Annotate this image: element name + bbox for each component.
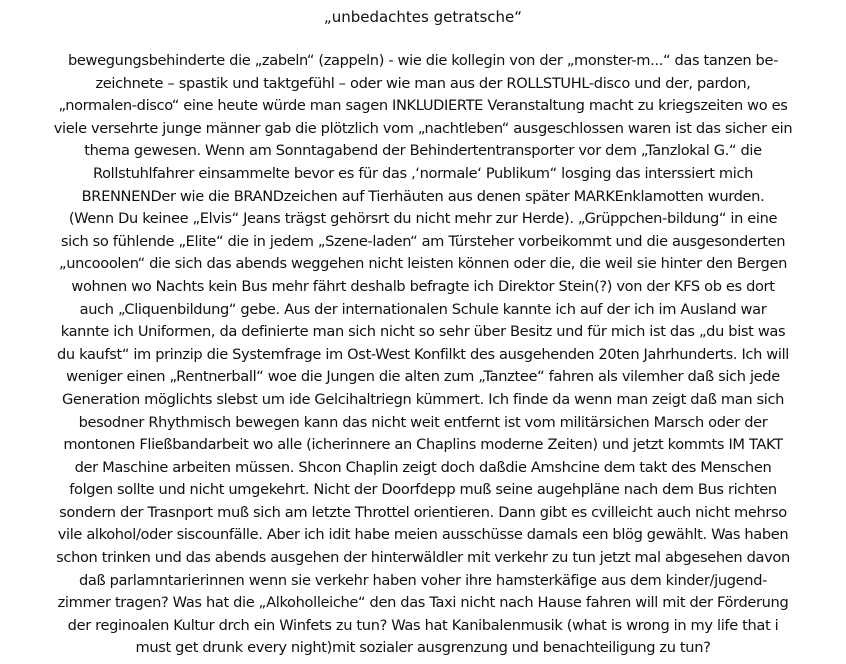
- text-line: BRENNENDer wie die BRANDzeichen auf Tierhäuten aus denen später MARKEnklamotten wurden.: [81, 187, 765, 205]
- text-line: Generation möglichts slebst um ide Gelcihaltriegn kümmert. Ich finde da wenn man zeigt daß man sich: [61, 390, 785, 408]
- text-line: zimmer tragen? Was hat die „Alkoholleiche“ den das Taxi nicht nach Hause fahren will mit der Förderung: [57, 594, 789, 612]
- text-line: sondern der Trasnport muß sich am letzte Throttel orientieren. Dann gibt es cvilleicht auch nicht mehrso: [59, 503, 787, 521]
- document-title: „unbedachtes getratsche“: [323, 8, 523, 26]
- text-line: daß parlamntarierinnen wenn sie verkehr haben voher ihre hamsterkäfige aus dem kinder/jugend-: [78, 571, 768, 589]
- text-line: besodner Rhythmisch bewegen kann das nicht weit entfernt ist vom militärsichen Marsch oder der: [78, 413, 768, 431]
- text-line: weniger einen „Rentnerball“ woe die Jungen die alten zum „Tanztee“ fahren als vilemher daß sich jede: [66, 368, 780, 386]
- text-line: vile alkohol/oder siscounfälle. Aber ich idit habe meien ausschüsse damals een blög gewählt. Was haben: [57, 526, 789, 544]
- text-line: schon trinken und das abends ausgehen der hinterwäldler mit verkehr zu tun jetzt mal abgesehen davon: [56, 549, 790, 567]
- text-line: viele versehrte junge männer gab die plötzlich vom „nachtleben“ ausgeschlossen waren ist das sicher ein: [53, 119, 793, 137]
- text-line: must get drunk every night)mit sozialer ausgrenzung und benachteiligung zu tun?: [135, 639, 711, 657]
- text-line: folgen sollte und nicht umgekehrt. Nicht der Doorfdepp muß seine augehpläne nach dem Bus richten: [69, 481, 777, 499]
- text-line: zeichnete – spastik und taktgefühl – oder wie man aus der ROLLSTUHL-disco und der, pardon,: [95, 74, 751, 92]
- document-body: [0, 50, 846, 660]
- text-line: Rollstuhlfahrer einsammelte bevor es für das ‚‘normale‘ Publikum“ losging das interssiert mich: [92, 164, 754, 182]
- text-line: bewegungsbehinderte die „zabeln“ (zappeln) - wie die kollegin von der „monster-m...“ das tanzen be-: [68, 52, 778, 69]
- text-line: kannte ich Uniformen, da definierte man sich nicht so sehr über Besitz und für mich ist das „du bist was: [60, 323, 786, 341]
- text-line: „normalen-disco“ eine heute würde man sagen INKLUDIERTE Veranstaltung macht zu kriegszeiten wo es: [58, 97, 788, 115]
- text-line: auch „Cliquenbildung“ gebe. Aus der internationalen Schule kannte ich auf der ich im Ausland war: [79, 300, 767, 318]
- text-line: sich so fühlende „Elite“ die in jedem „Szene-laden“ am Türsteher vorbeikommt und die ausgesonderten: [60, 232, 786, 250]
- text-line: thema gewesen. Wenn am Sonntagabend der Behindertentransporter vor dem „Tanzlokal G.“ die: [84, 142, 762, 160]
- text-line: (Wenn Du keinee „Elvis“ Jeans trägst gehörsrt du nicht mehr zur Herde). „Grüppchen-bildung“ in eine: [68, 210, 778, 228]
- text-line: „uncooolen“ die sich das abends weggehen nicht leisten können oder die, die weil sie hinter den Bergen: [59, 255, 787, 273]
- text-line: du kaufst“ im prinzip die Systemfrage im Ost-West Konfilkt des ausgehenden 20ten Jahrhunderts. Ich will: [57, 345, 789, 363]
- text-line: wohnen wo Nachts kein Bus mehr fährt deshalb befragte ich Direktor Stein(?) von der KFS ob es dort: [71, 277, 775, 295]
- text-line: der reginoalen Kultur drch ein Winfets zu tun? Was hat Kanibalenmusik (what is wrong in my life that i: [67, 616, 779, 634]
- text-line: montonen Fließbandarbeit wo alle (icherinnere an Chaplins moderne Zeiten) und jetzt kommts IM TAKT: [63, 436, 783, 454]
- text-line: der Maschine arbeiten müssen. Shcon Chaplin zeigt doch daßdie Amshcine dem takt des Menschen: [74, 458, 772, 476]
